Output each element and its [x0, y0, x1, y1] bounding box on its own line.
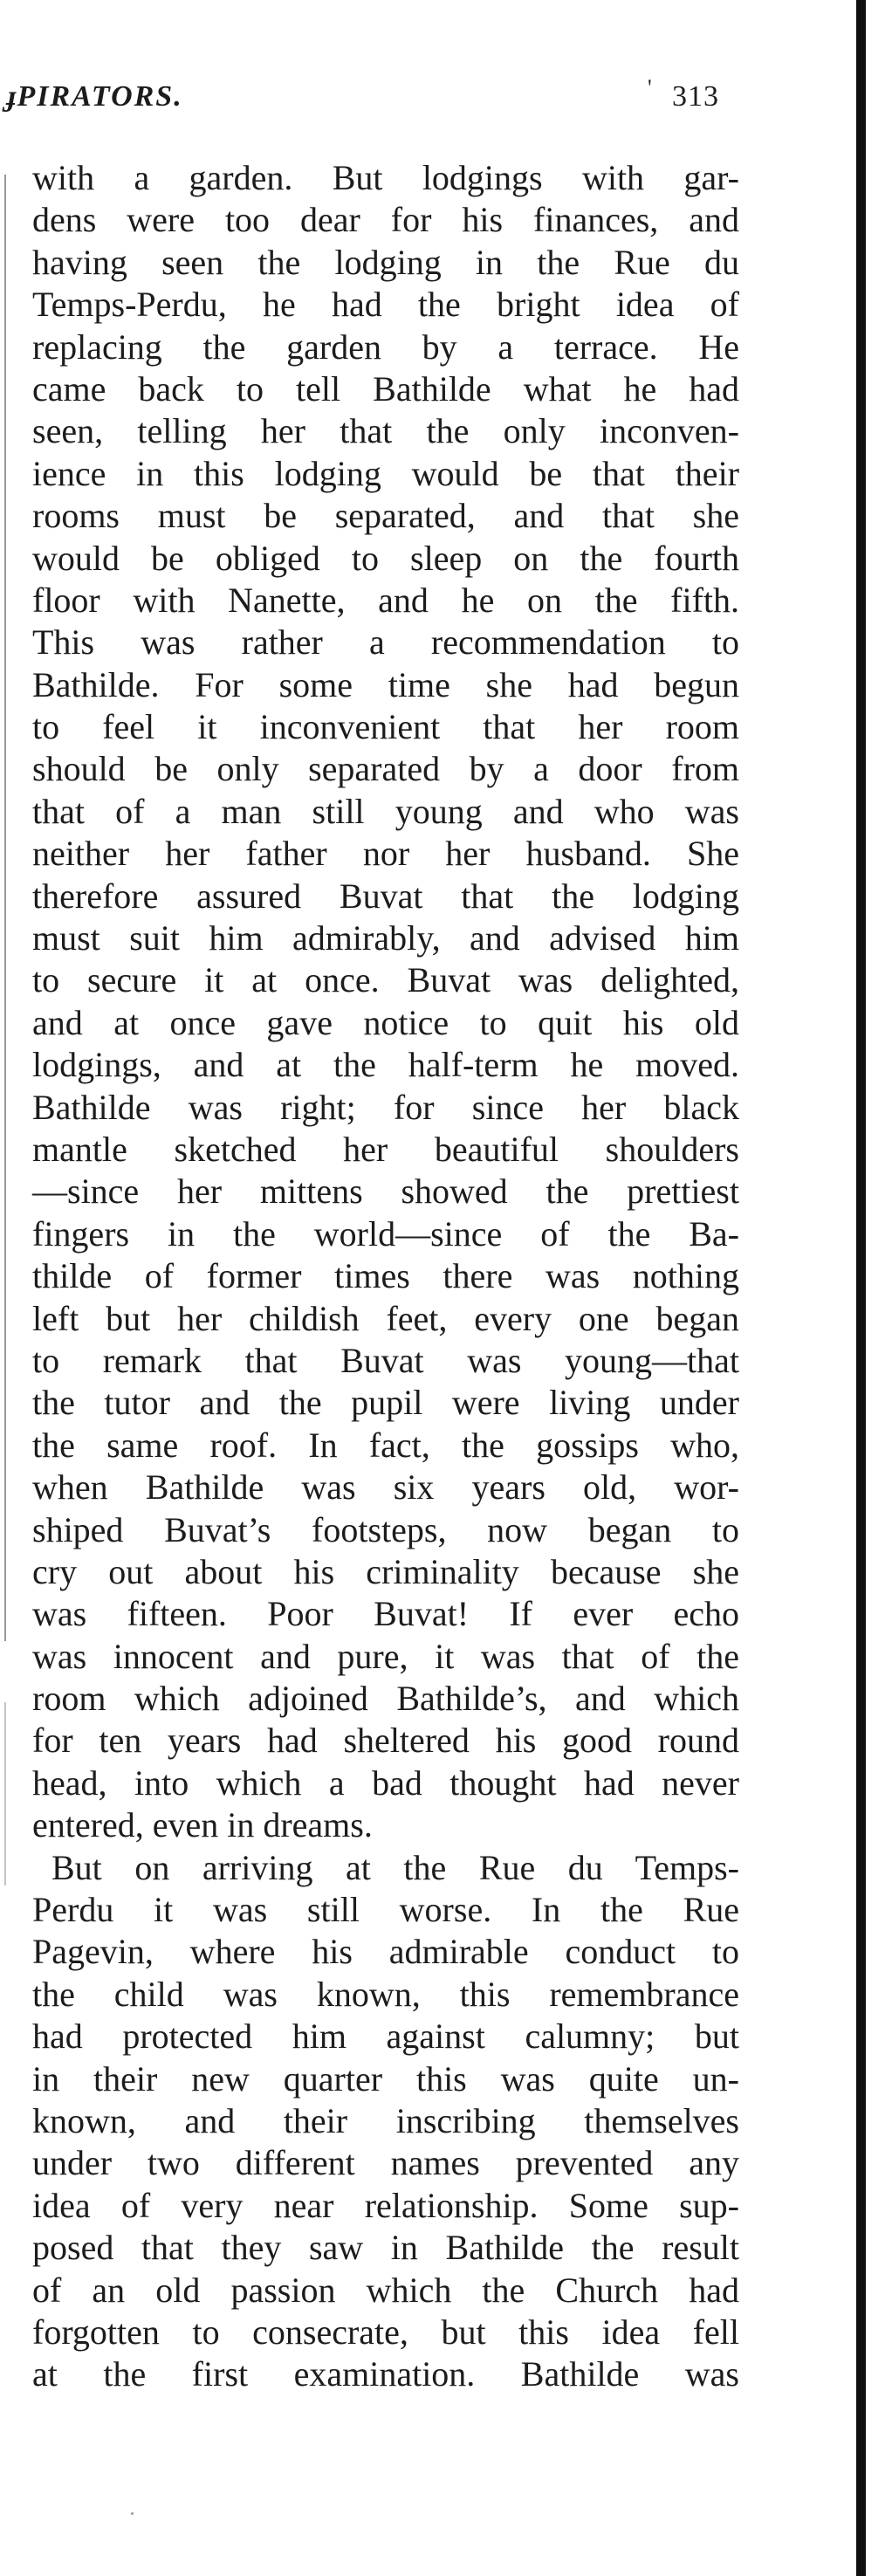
text-line: had protected him against calumny; but — [32, 2016, 739, 2057]
text-line: rooms must be separated, and that she — [32, 496, 739, 536]
text-line: at the first examination. Bathilde was — [32, 2354, 739, 2394]
text-line: that of a man still young and who was — [32, 791, 739, 831]
running-title: ɟPIRATORS. — [7, 80, 183, 113]
text-line: to remark that Buvat was young—that — [32, 1340, 739, 1380]
text-line: forgotten to consecrate, but this idea fell — [32, 2312, 739, 2352]
text-line: neither her father nor her husband. She — [32, 834, 739, 874]
paragraph — [32, 157, 739, 1847]
text-line: must suit him admirably, and advised him — [32, 918, 739, 958]
text-line: head, into which a bad thought had never — [32, 1762, 739, 1803]
running-head — [0, 75, 768, 119]
text-line: with a garden. But lodgings with gar- — [32, 158, 739, 197]
text-line: dens were too dear for his finances, and — [32, 200, 739, 240]
text-line: entered, even in dreams. — [32, 1805, 373, 1845]
text-line: to secure it at once. Buvat was delighted, — [32, 960, 739, 1000]
text-line: lodgings, and at the half-term he moved. — [32, 1045, 739, 1085]
text-line: Pagevin, where his admirable conduct to — [32, 1932, 739, 1972]
text-line: ience in this lodging would be that their — [32, 453, 739, 493]
text-line: came back to tell Bathilde what he had — [32, 368, 739, 409]
text-line: known, and their inscribing themselves — [32, 2100, 739, 2140]
text-line: to feel it inconvenient that her room — [32, 707, 739, 747]
page-number: 313 — [672, 80, 719, 113]
text-line: room which adjoined Bathilde’s, and which — [32, 1679, 739, 1719]
text-line: the same roof. In fact, the gossips who, — [32, 1425, 739, 1465]
text-line: was innocent and pure, it was that of the — [32, 1636, 739, 1676]
text-line: —since her mittens showed the prettiest — [32, 1171, 739, 1212]
text-line: under two different names prevented any — [32, 2143, 739, 2183]
text-line: shiped Buvat’s footsteps, now began to — [32, 1509, 739, 1549]
text-line: replacing the garden by a terrace. He — [32, 326, 739, 367]
text-line: fingers in the world—since of the Ba- — [32, 1213, 739, 1254]
body-text — [32, 157, 739, 2396]
text-line: the tutor and the pupil were living under — [32, 1383, 739, 1423]
text-line: in their new quarter this was quite un- — [32, 2058, 739, 2099]
text-line: for ten years had sheltered his good round — [32, 1721, 739, 1761]
text-line: of an old passion which the Church had — [32, 2270, 739, 2310]
text-line: Bathilde. For some time she had begun — [32, 664, 739, 704]
text-line: therefore assured Buvat that the lodging — [32, 876, 739, 916]
text-line: Perdu it was still worse. In the Rue — [32, 1890, 739, 1930]
text-line: This was rather a recommendation to — [32, 622, 739, 663]
text-line: Temps-Perdu, he had the bright idea of — [32, 285, 739, 325]
text-line: seen, telling her that the only inconven- — [32, 411, 739, 451]
text-line: cry out about his criminality because she — [32, 1551, 739, 1591]
text-line: floor with Nanette, and he on the fifth. — [32, 580, 739, 620]
text-line: the child was known, this remembrance — [32, 1974, 739, 2014]
text-line: mantle sketched her beautiful shoulders — [32, 1129, 739, 1169]
text-line: and at once gave notice to quit his old — [32, 1002, 739, 1042]
text-line: posed that they saw in Bathilde the result — [32, 2228, 739, 2268]
text-line: idea of very near relationship. Some sup- — [32, 2185, 739, 2225]
text-line: thilde of former times there was nothing — [32, 1256, 739, 1296]
text-line: Bathilde was right; for since her black — [32, 1087, 739, 1127]
print-speck — [131, 2512, 134, 2515]
text-line: But on arriving at the Rue du Temps- — [51, 1847, 739, 1887]
page-mark: ' — [648, 75, 652, 100]
gutter-rule — [4, 175, 6, 1641]
page-edge-bar — [856, 0, 866, 2576]
text-line: would be obliged to sleep on the fourth — [32, 538, 739, 578]
text-line: when Bathilde was six years old, wor- — [32, 1467, 739, 1508]
paragraph — [32, 1847, 739, 2396]
text-line: was fifteen. Poor Buvat! If ever echo — [32, 1594, 739, 1634]
text-line: should be only separated by a door from — [32, 749, 739, 789]
gutter-rule-lower — [4, 1702, 6, 1886]
text-line: having seen the lodging in the Rue du — [32, 242, 739, 282]
text-line: left but her childish feet, every one began — [32, 1298, 739, 1338]
